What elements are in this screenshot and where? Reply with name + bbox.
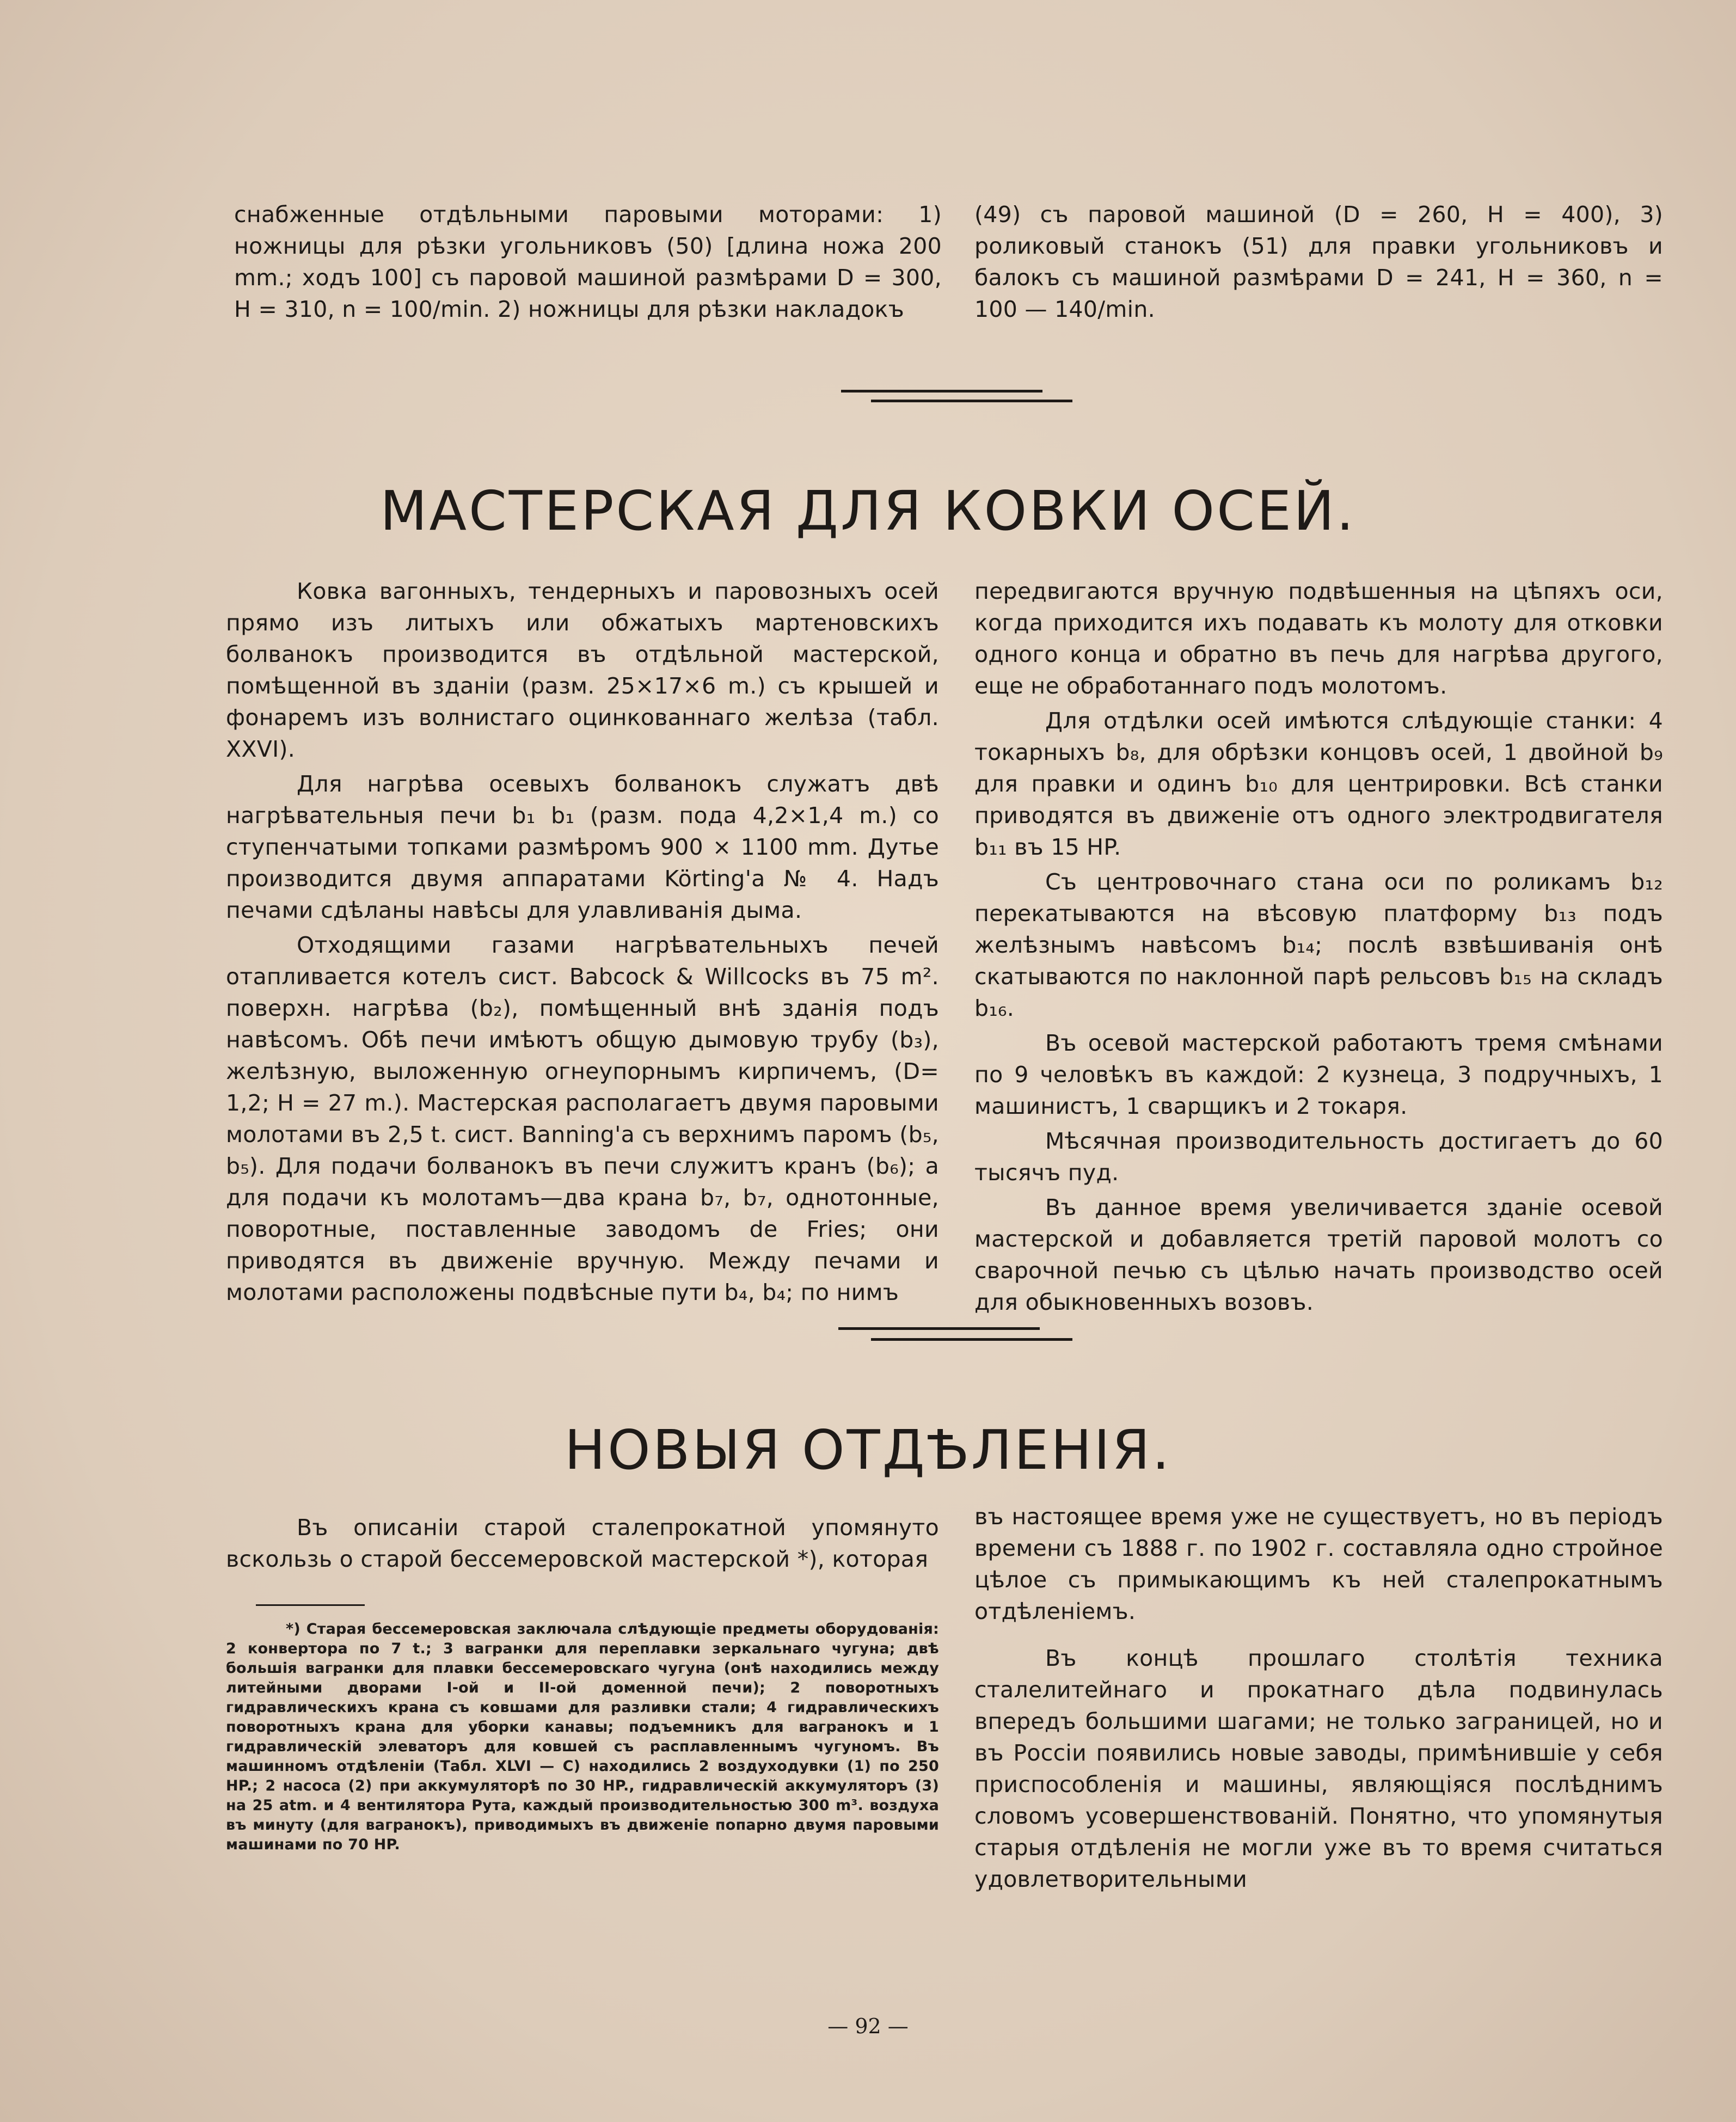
section-title: НОВЫЯ ОТДѢЛЕНІЯ. [564,1418,1172,1482]
paragraph: Въ данное время увеличивается зданіе осевой мастерской и добавляется третій паровой молотъ со сварочной печью съ цѣлью начать производство осей для обыкновенныхъ возовъ. [974,1194,1663,1315]
top-left-column [234,199,942,325]
page-number: — 92 — [827,2014,909,2038]
paragraph: Для нагрѣва осевыхъ болванокъ служатъ двѣ нагрѣвательныя печи b₁ b₁ (разм. пода 4,2×1,4 m.) со ступенчатыми топками размѣромъ 900 × 1100 mm. Дутье производится двумя аппаратами Körting'a № 4. Надъ печами сдѣланы навѣсы для улавливанія дыма. [226,771,939,923]
paragraph: Въ концѣ прошлаго столѣтія техника сталелитейнаго и прокатнаго дѣла подвинулась впередъ большими шагами; не только заграницей, но и въ Россіи появились новые заводы, примѣнившіе у себя приспособленія и машины, являющіяся послѣднимъ словомъ усовершенствованій. Понятно, что упомянутыя старыя отдѣленія не могли уже въ то время считаться удовлетворительными [974,1645,1663,1892]
footnote-rule [256,1604,365,1606]
section1-left-column [226,575,939,1308]
divider-rule [871,400,1072,402]
divider-rule [871,1338,1072,1341]
paragraph: Мѣсячная производительность достигаетъ до 60 тысячъ пуд. [974,1128,1663,1186]
paragraph: снабженные отдѣльными паровыми моторами: 1) ножницы для рѣзки угольниковъ (50) [длина ножа 200 mm.; ходъ 100] съ паровой машиной размѣрами D = 300, H = 310, n = 100/min. 2) ножницы для рѣзки накладокъ [234,201,942,322]
section2-right-column [974,1501,1663,1895]
footnote [226,1620,939,1855]
paragraph: въ настоящее время уже не существуетъ, но въ періодъ времени съ 1888 г. по 1902 г. составляла одно стройное цѣлое съ примыкающимъ къ ней сталепрокатнымъ отдѣленіемъ. [974,1504,1663,1624]
paragraph: Ковка вагонныхъ, тендерныхъ и паровозныхъ осей прямо изъ литыхъ или обжатыхъ мартеновскихъ болванокъ производится въ отдѣльной мастерской, помѣщенной въ зданіи (разм. 25×17×6 m.) съ крышей и фонаремъ изъ волнистаго оцинкованнаго желѣза (табл. XXVI). [226,578,939,762]
footnote-text: *) Старая бессемеровская заключала слѣдующіе предметы оборудованія: 2 конвертора по 7 t.; 3 вагранки для переплавки зеркальнаго чугуна; двѣ большія вагранки для плавки бессемеровскаго чугуна (онѣ находились между литейными дворами I-ой и II-ой доменной печи); 2 поворотныхъ гидравлическихъ крана съ ковшами для разливки стали; 4 гидравлическихъ поворотныхъ крана для уборки канавы; подъемникъ для вагранокъ и 1 гидравлическій элеваторъ для ковшей съ расплавленнымъ чугуномъ. Въ машинномъ отдѣленіи (Табл. XLVI — C) находились 2 воздуходувки (1) по 250 HP.; 2 насоса (2) при аккумуляторѣ по 30 HP., гидравлическій аккумуляторъ (3) на 25 atm. и 4 вентилятора Рута, каждый производительностью 300 m³. воздуха въ минуту (для вагранокъ), приводимыхъ въ движеніе попарно двумя паровыми машинами по 70 HP. [226,1621,939,1853]
top-right-column [974,199,1663,325]
section1-right-column [974,575,1663,1318]
paragraph: Въ описаніи старой сталепрокатной упомянуто вскользь о старой бессемеровской мастерской *), которая [226,1514,939,1572]
paragraph: Съ центровочнаго стана оси по роликамъ b₁₂ перекатываются на вѣсовую платформу b₁₃ подъ желѣзнымъ навѣсомъ b₁₄; послѣ взвѣшиванія онѣ скатываются по наклонной парѣ рельсовъ b₁₅ на складъ b₁₆. [974,869,1663,1021]
divider-rule [841,390,1042,392]
paragraph: передвигаются вручную подвѣшенныя на цѣпяхъ оси, когда приходится ихъ подавать къ молоту для отковки одного конца и обратно въ печь для нагрѣва другого, еще не обработаннаго подъ молотомъ. [974,578,1663,699]
paragraph: (49) съ паровой машиной (D = 260, H = 400), 3) роликовый станокъ (51) для правки угольниковъ и балокъ съ машиной размѣрами D = 241, H = 360, n = 100 — 140/min. [974,201,1663,322]
paragraph: Въ осевой мастерской работаютъ тремя смѣнами по 9 человѣкъ въ каждой: 2 кузнеца, 3 подручныхъ, 1 машинистъ, 1 сварщикъ и 2 токаря. [974,1030,1663,1119]
paragraph: Для отдѣлки осей имѣются слѣдующіе станки: 4 токарныхъ b₈, для обрѣзки концовъ осей, 1 двойной b₉ для правки и одинъ b₁₀ для центрировки. Всѣ станки приводятся въ движеніе отъ одного электродвигателя b₁₁ въ 15 HP. [974,708,1663,860]
divider-rule [838,1327,1040,1330]
section2-left-column [226,1512,939,1575]
section-title: МАСТЕРСКАЯ ДЛЯ КОВКИ ОСЕЙ. [380,479,1356,543]
paragraph: Отходящими газами нагрѣвательныхъ печей отапливается котелъ сист. Babcock & Willcocks въ 75 m². поверхн. нагрѣва (b₂), помѣщенный внѣ зданія подъ навѣсомъ. Обѣ печи имѣютъ общую дымовую трубу (b₃), желѣзную, выложенную огнеупорнымъ кирпичемъ, (D= 1,2; H = 27 m.). Мастерская располагаетъ двумя паровыми молотами въ 2,5 t. сист. Banning'a съ верхнимъ паромъ (b₅, b₅). Для подачи болванокъ въ печи служитъ кранъ (b₆); а для подачи къ молотамъ—два крана b₇, b₇, однотонные, поворотные, поставленные заводомъ de Fries; они приводятся въ движеніе вручную. Между печами и молотами расположены подвѣсные пути b₄, b₄; по нимъ [226,932,939,1305]
